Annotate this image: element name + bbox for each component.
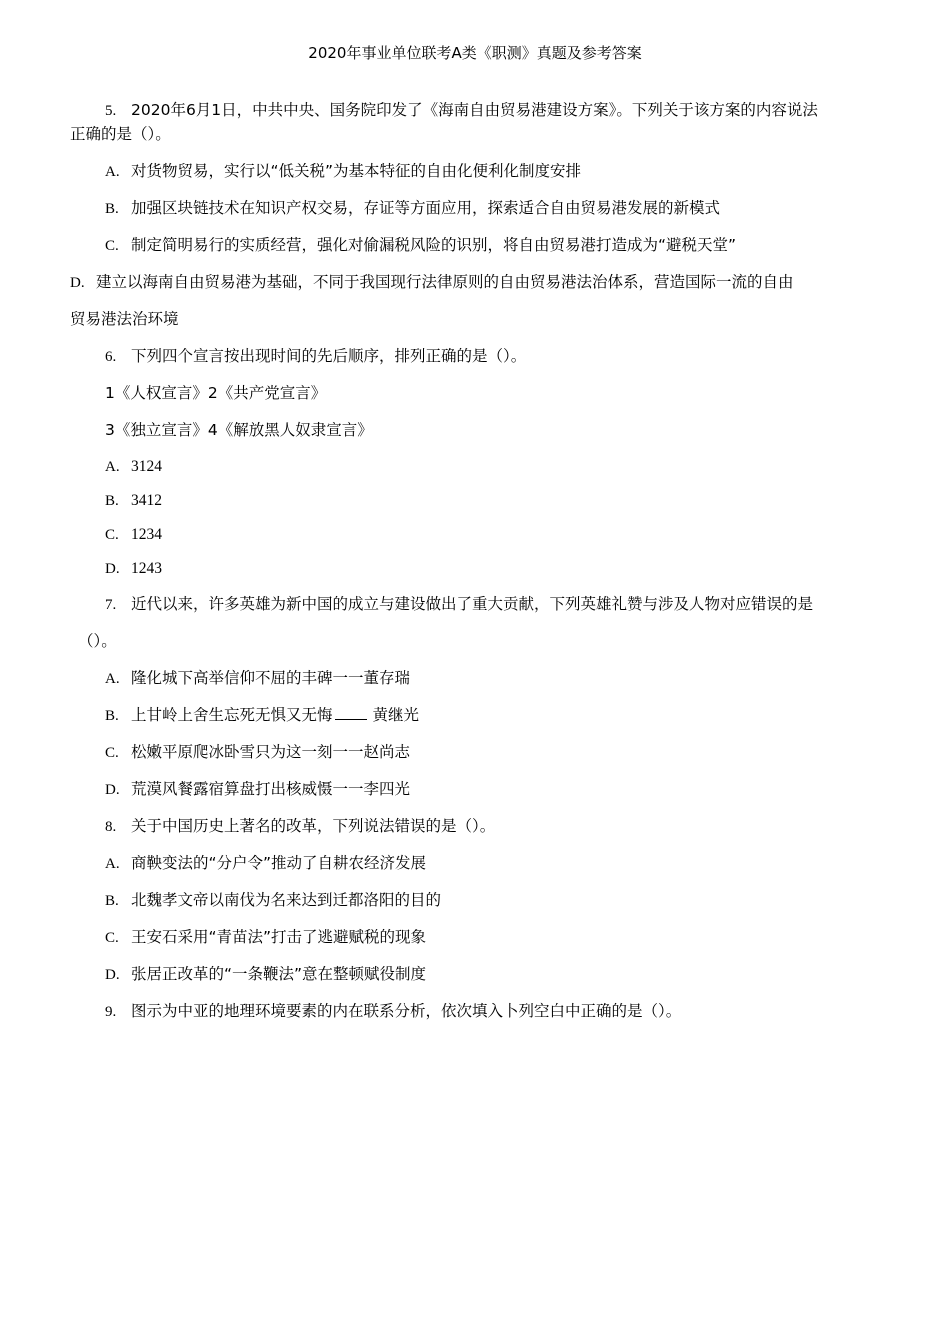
q8-number: 8. — [105, 819, 117, 835]
q8-stem — [105, 815, 495, 838]
q7-stem-line1 — [105, 593, 813, 616]
q5-option-c — [105, 234, 736, 257]
q6-list-line2: 3《独立宣言》4《解放黑人奴隶宣言》 — [105, 421, 373, 439]
option-text: 隆化城下高举信仰不屈的丰碑一一董存瑞 — [131, 669, 411, 687]
option-text: 商鞅变法的“分户令”推动了自耕农经济发展 — [131, 854, 427, 872]
option-text: 1234 — [131, 526, 162, 543]
option-label: B. — [105, 493, 119, 509]
q5-option-d-continued: 贸易港法治环境 — [70, 310, 179, 328]
q5-stem-line1 — [105, 99, 818, 122]
option-label: C. — [105, 930, 119, 946]
q9-number: 9. — [105, 1004, 117, 1020]
q6-number: 6. — [105, 349, 117, 365]
option-label: D. — [105, 782, 120, 798]
q5-stem-line2: 正确的是（）。 — [70, 125, 171, 143]
q7-option-b — [105, 704, 419, 727]
option-text: 北魏孝文帝以南伐为名来达到迁都洛阳的目的 — [131, 891, 442, 909]
q8-option-c — [105, 926, 426, 949]
option-label: D. — [105, 561, 120, 577]
option-text: 加强区块链技术在知识产权交易，存证等方面应用，探索适合自由贸易港发展的新模式 — [131, 199, 721, 217]
q7-option-d — [105, 778, 410, 801]
q6-option-a — [105, 455, 162, 478]
q9-stem — [105, 1000, 681, 1023]
q6-option-d — [105, 557, 162, 580]
option-label: C. — [105, 527, 119, 543]
option-label: C. — [105, 238, 119, 254]
option-text: 1243 — [131, 560, 162, 577]
q5-option-b — [105, 197, 720, 220]
q7-stem-line2: （）。 — [78, 632, 117, 650]
q7-number: 7. — [105, 597, 117, 613]
option-text: 对货物贸易，实行以“低关税”为基本特征的自由化便利化制度安排 — [131, 162, 582, 180]
option-text-after: 黄继光 — [372, 706, 420, 724]
option-label: B. — [105, 893, 119, 909]
q5-number: 5. — [105, 103, 117, 119]
option-text: 制定简明易行的实质经营，强化对偷漏税风险的识别，将自由贸易港打造成为“避税天堂” — [131, 236, 737, 254]
q6-list-line1: 1《人权宣言》2《共产党宣言》 — [105, 384, 327, 402]
option-label: A. — [105, 164, 120, 180]
option-text: 建立以海南自由贸易港为基础，不同于我国现行法律原则的自由贸易港法治体系，营造国际一流的自由 — [96, 273, 794, 291]
option-label: A. — [105, 671, 120, 687]
q7-stem-text: 近代以来，许多英雄为新中国的成立与建设做出了重大贡献，下列英雄礼赞与涉及人物对应错误的是 — [131, 595, 814, 613]
q8-option-d — [105, 963, 426, 986]
q8-option-b — [105, 889, 441, 912]
option-text: 上甘岭上舍生忘死无惧又无悔 — [131, 706, 333, 724]
q8-stem-text: 关于中国历史上著名的改革，下列说法错误的是（）。 — [131, 817, 496, 835]
option-label: A. — [105, 856, 120, 872]
option-text: 荒漠风餐露宿算盘打出核威慑一一李四光 — [131, 780, 411, 798]
q7-option-c — [105, 741, 410, 764]
option-text: 3412 — [131, 492, 162, 509]
option-text: 松嫩平原爬冰卧雪只为这一刻一一赵尚志 — [131, 743, 411, 761]
option-label: D. — [70, 275, 85, 291]
option-label: A. — [105, 459, 120, 475]
option-text: 张居正改革的“一条鞭法”意在整顿赋役制度 — [131, 965, 427, 983]
answer-blank — [335, 705, 367, 720]
option-text: 3124 — [131, 458, 162, 475]
q8-option-a — [105, 852, 426, 875]
option-label: B. — [105, 708, 119, 724]
option-label: B. — [105, 201, 119, 217]
q5-stem-text: 2020年6月1日，中共中央、国务院印发了《海南自由贸易港建设方案》。下列关于该方案的内容说法 — [131, 101, 818, 119]
q9-stem-text: 图示为中亚的地理环境要素的内在联系分析，依次填入卜列空白中正确的是（）。 — [131, 1002, 682, 1020]
option-text: 王安石采用“青苗法”打击了逃避赋税的现象 — [131, 928, 427, 946]
q6-option-b — [105, 489, 162, 512]
option-label: D. — [105, 967, 120, 983]
q6-stem-text: 下列四个宣言按出现时间的先后顺序，排列正确的是（）。 — [131, 347, 527, 365]
option-label: C. — [105, 745, 119, 761]
page-title: 2020年事业单位联考A类《职测》真题及参考答案 — [308, 44, 642, 62]
q5-option-d — [70, 271, 794, 294]
q6-stem — [105, 345, 526, 368]
q7-option-a — [105, 667, 410, 690]
q5-option-a — [105, 160, 581, 183]
q6-option-c — [105, 523, 162, 546]
